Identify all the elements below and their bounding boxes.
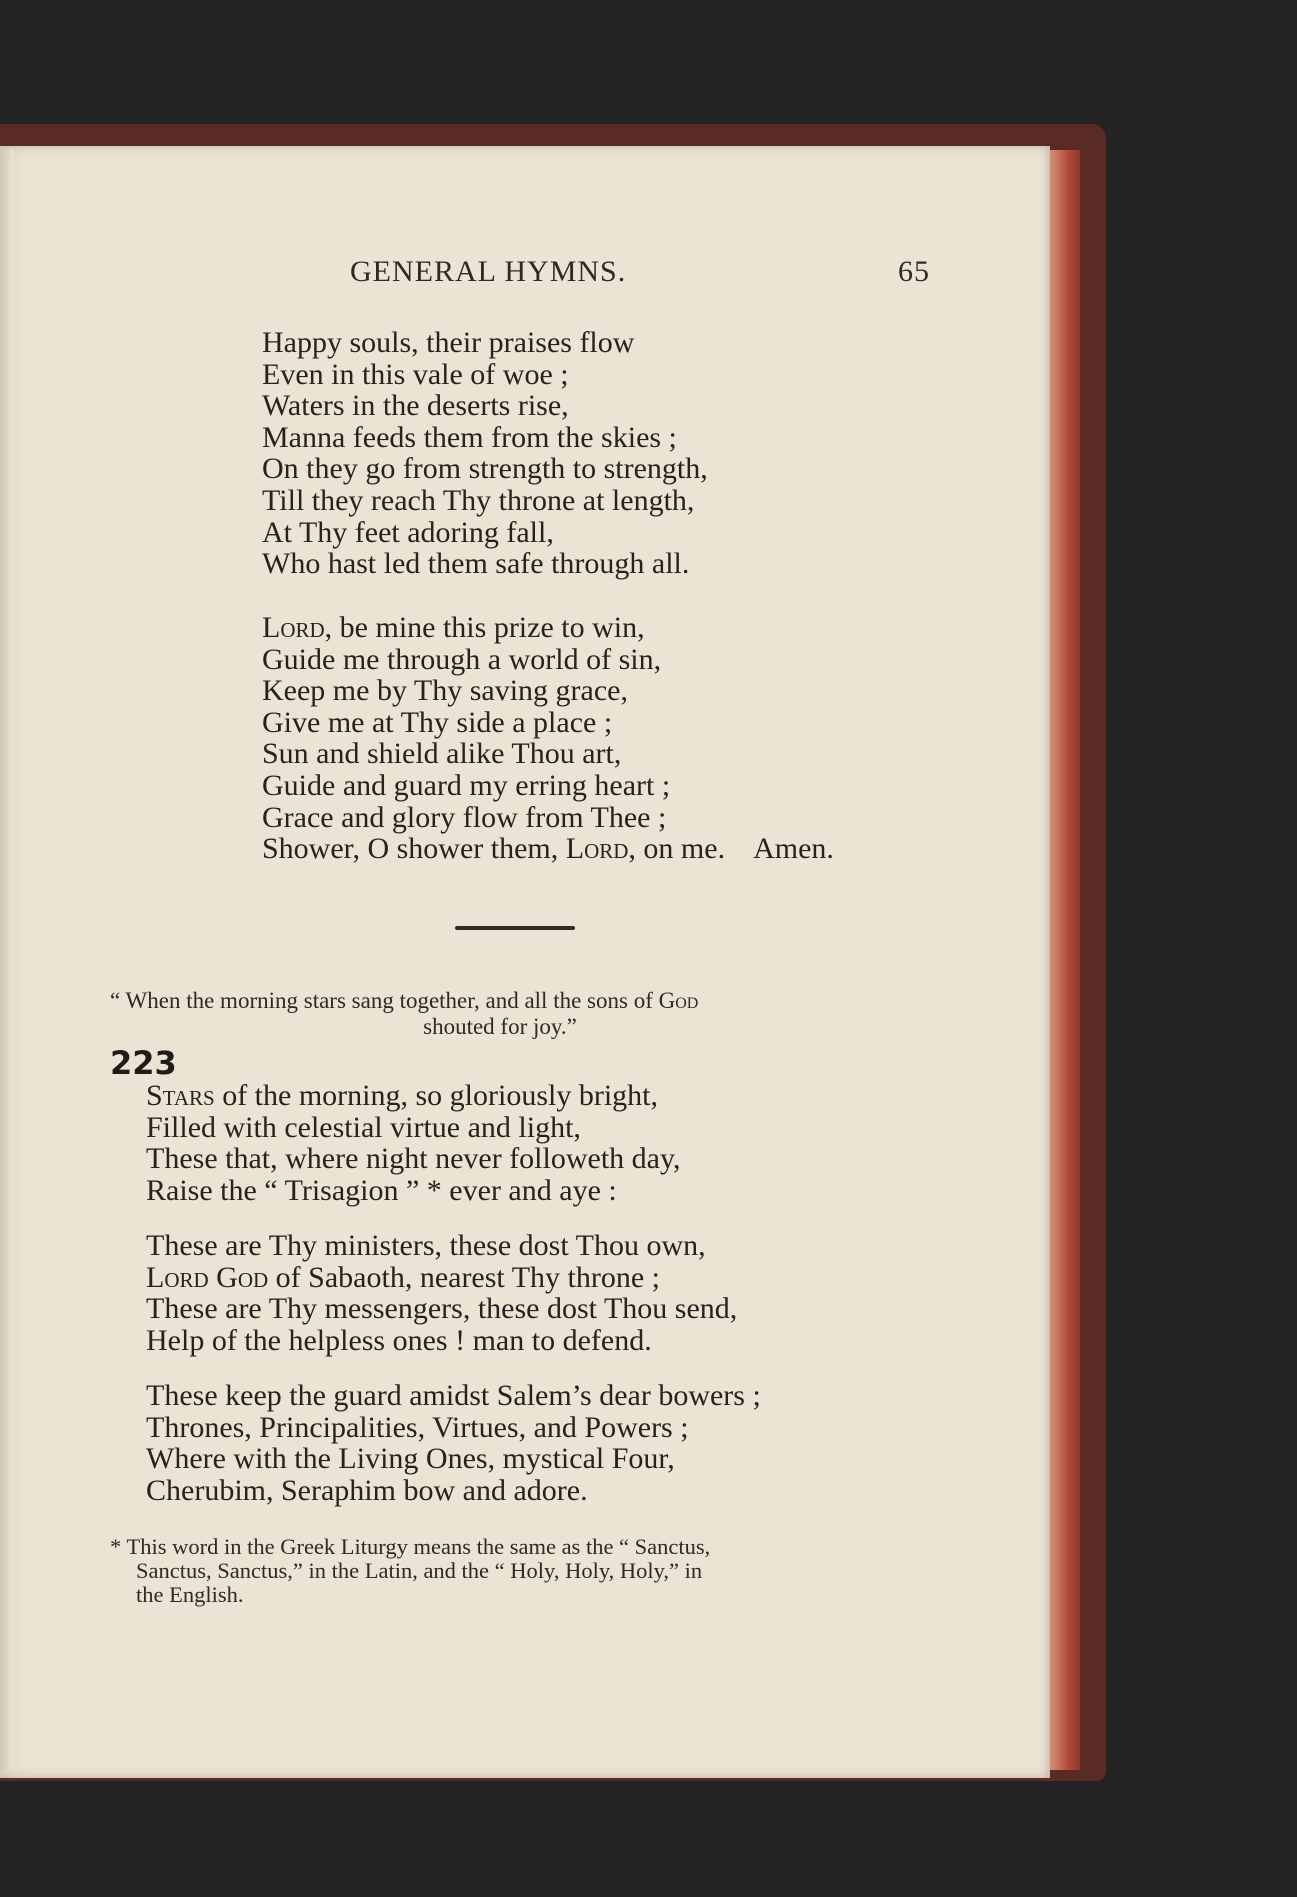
verse-line: These keep the guard amidst Salem’s dear bowers ; bbox=[146, 1379, 761, 1412]
hymn-222-stanza-b bbox=[262, 612, 834, 865]
verse-line: Raise the “ Trisagion ” * ever and aye : bbox=[146, 1173, 617, 1207]
verse-line: Who hast led them safe through all. bbox=[262, 547, 690, 581]
verse-line: Filled with celestial virtue and light, bbox=[146, 1110, 581, 1144]
verse-line: Manna feeds them from the skies ; bbox=[262, 420, 677, 454]
small-caps-word: Lord bbox=[262, 611, 325, 644]
hymn-223-stanza-3 bbox=[146, 1380, 761, 1506]
hymn-222-stanza-a bbox=[262, 327, 708, 580]
verse-text: of Sabaoth, nearest Thy throne ; bbox=[268, 1260, 661, 1294]
verse-line: Cherubim, Seraphim bow and adore. bbox=[146, 1473, 588, 1507]
footnote-line: the English. bbox=[136, 1582, 244, 1607]
verse-line: Keep me by Thy saving grace, bbox=[262, 674, 628, 708]
verse-line: Where with the Living Ones, mystical Four, bbox=[146, 1442, 675, 1476]
verse-line bbox=[146, 1262, 737, 1294]
verse-line: Happy souls, their praises flow bbox=[262, 326, 635, 359]
verse-text: , on me. bbox=[628, 832, 726, 866]
verse-line: Waters in the deserts rise, bbox=[262, 389, 569, 423]
small-caps-word: God bbox=[658, 988, 699, 1013]
hymn-223-stanza-1 bbox=[146, 1080, 681, 1206]
running-title: GENERAL HYMNS. bbox=[350, 255, 627, 288]
verse-text: Shower, O shower them, bbox=[262, 832, 566, 866]
verse-text: , be mine this prize to win, bbox=[324, 611, 645, 644]
footnote-line: * This word in the Greek Liturgy means the same as the “ Sanctus, bbox=[110, 1534, 711, 1559]
page-number: 65 bbox=[898, 255, 930, 288]
epigraph-text: “ When the morning stars sang together, and all the sons of bbox=[110, 988, 659, 1013]
verse-line bbox=[262, 833, 834, 865]
verse-line: These that, where night never followeth day, bbox=[146, 1142, 681, 1176]
verse-line bbox=[146, 1080, 681, 1112]
gutter-shadow bbox=[0, 150, 14, 1770]
verse-line: Even in this vale of woe ; bbox=[262, 357, 569, 391]
small-caps-word: Stars bbox=[146, 1079, 215, 1112]
verse-line: Thrones, Principalities, Virtues, and Powers ; bbox=[146, 1410, 689, 1444]
hymn-number: 223 bbox=[110, 1044, 177, 1082]
verse-line: Give me at Thy side a place ; bbox=[262, 705, 613, 739]
hymn-223-stanza-2 bbox=[146, 1230, 737, 1356]
verse-line bbox=[262, 612, 834, 644]
verse-line: Sun and shield alike Thou art, bbox=[262, 737, 622, 771]
verse-line: Grace and glory flow from Thee ; bbox=[262, 800, 667, 834]
verse-line: On they go from strength to strength, bbox=[262, 452, 708, 486]
amen: Amen. bbox=[753, 832, 834, 866]
verse-line: Till they reach Thy throne at length, bbox=[262, 483, 695, 517]
small-caps-word: Lord God bbox=[146, 1260, 269, 1294]
verse-line: Guide and guard my erring heart ; bbox=[262, 768, 671, 802]
verse-line: These are Thy ministers, these dost Thou own, bbox=[146, 1229, 706, 1262]
epigraph-line: shouted for joy.” bbox=[423, 1014, 577, 1039]
epigraph bbox=[110, 988, 930, 1040]
footnote-line: Sanctus, Sanctus,” in the Latin, and the “ Holy, Holy, Holy,” in bbox=[136, 1558, 703, 1583]
verse-line: At Thy feet adoring fall, bbox=[262, 515, 554, 549]
small-caps-word: Lord bbox=[565, 832, 629, 866]
section-rule bbox=[455, 926, 575, 930]
verse-line: Guide me through a world of sin, bbox=[262, 642, 662, 676]
epigraph-line bbox=[110, 988, 930, 1014]
footnote bbox=[110, 1535, 940, 1607]
verse-line: Help of the helpless ones ! man to defend. bbox=[146, 1323, 652, 1357]
running-head bbox=[350, 255, 930, 295]
verse-text: of the morning, so gloriously bright, bbox=[214, 1079, 658, 1112]
verse-line: These are Thy messengers, these dost Thou send, bbox=[146, 1292, 738, 1326]
